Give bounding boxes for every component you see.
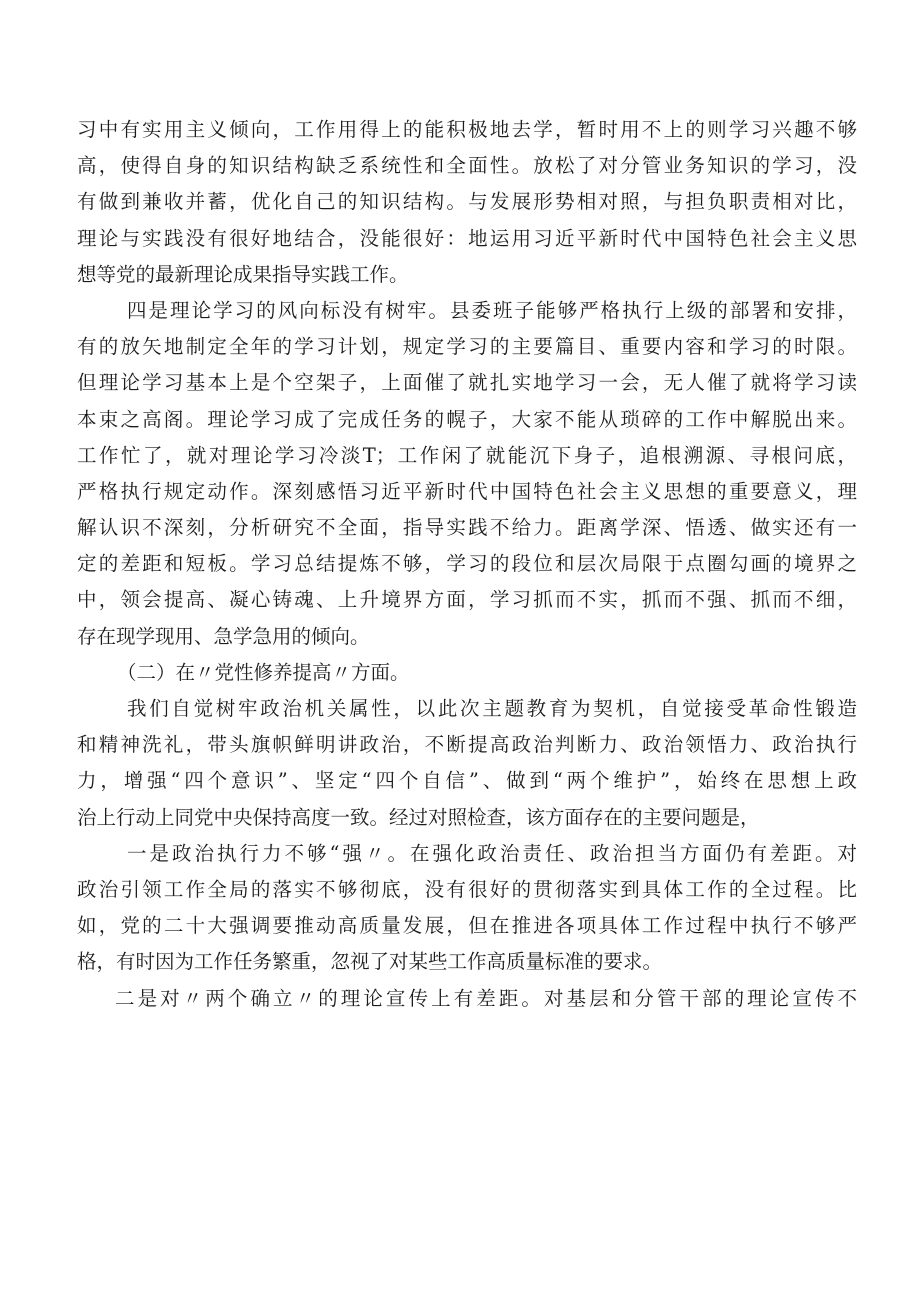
text-line: 中，领会提高、凝心铸魂、上升境界方面，学习抓而不实，抓而不强、抓而不细， bbox=[77, 588, 857, 612]
text-line: 治上行动上同党中央保持高度一致。经过对照检查，该方面存在的主要问题是， bbox=[77, 805, 760, 829]
text-line: 严格执行规定动作。深刻感悟习近平新时代中国特色社会主义思想的重要意义，理 bbox=[77, 479, 857, 503]
paragraph bbox=[77, 836, 857, 981]
text-line: 但理论学习基本上是个空架子，上面催了就扎实地学习一会，无人催了就将学习读 bbox=[77, 371, 857, 395]
text-line: 政治引领工作全局的落实不够彻底，没有很好的贯彻落实到具体工作的全过程。比 bbox=[77, 877, 857, 901]
paragraph bbox=[77, 112, 857, 293]
text-line: 有的放矢地制定全年的学习计划，规定学习的主要篇目、重要内容和学习的时限。 bbox=[77, 335, 857, 359]
text-line: 本束之高阁。理论学习成了完成任务的幌子，大家不能从琐碎的工作中解脱出来。 bbox=[77, 407, 857, 431]
text-line: 理论与实践没有很好地结合，没能很好：地运用习近平新时代中国特色社会主义思 bbox=[77, 226, 857, 250]
paragraph bbox=[77, 981, 857, 1017]
text-line: 定的差距和短板。学习总结提炼不够，学习的段位和层次局限于点圈勾画的境界之 bbox=[77, 552, 857, 576]
text-line: 四是理论学习的风向标没有树牢。县委班子能够严格执行上级的部署和安排， bbox=[127, 298, 857, 322]
text-line: 一是政治执行力不够“强〃。在强化政治责任、政治担当方面仍有差距。对 bbox=[127, 841, 857, 865]
text-line: （二）在〃党性修养提高〃方面。 bbox=[117, 660, 410, 684]
text-line: 格，有时因为工作任务繁重，忽视了对某些工作高质量标准的要求。 bbox=[77, 950, 663, 974]
document-body bbox=[77, 112, 857, 1017]
paragraph bbox=[77, 293, 857, 655]
text-line: 如，党的二十大强调要推动高质量发展，但在推进各项具体工作过程中执行不够严 bbox=[77, 914, 857, 938]
text-line: 高，使得自身的知识结构缺乏系统性和全面性。放松了对分管业务知识的学习，没 bbox=[77, 154, 857, 178]
text-line: 力，增强“四个意识”、坚定“四个自信”、做到“两个维护”，始终在思想上政 bbox=[77, 769, 857, 793]
text-line: 和精神洗礼，带头旗帜鲜明讲政治，不断提高政治判断力、政治领悟力、政治执行 bbox=[77, 733, 857, 757]
text-line: 工作忙了，就对理论学习冷淡T；工作闲了就能沉下身子，追根溯源、寻根问底， bbox=[77, 443, 857, 467]
text-line: 我们自觉树牢政治机关属性，以此次主题教育为契机，自觉接受革命性锻造 bbox=[127, 697, 857, 720]
text-line: 存在现学现用、急学急用的倾向。 bbox=[77, 624, 370, 648]
text-line: 解认识不深刻，分析研究不全面，指导实践不给力。距离学深、悟透、做实还有一 bbox=[77, 516, 857, 540]
text-line: 想等党的最新理论成果指导实践工作。 bbox=[77, 262, 409, 286]
section-heading bbox=[77, 655, 857, 691]
text-line: 习中有实用主义倾向，工作用得上的能积极地去学，暂时用不上的则学习兴趣不够 bbox=[77, 118, 857, 141]
paragraph bbox=[77, 691, 857, 836]
text-line: 有做到兼收并蓄，优化自己的知识结构。与发展形势相对照，与担负职责相对比， bbox=[77, 190, 857, 214]
text-line: 二是对〃两个确立〃的理论宣传上有差距。对基层和分管干部的理论宣传不 bbox=[115, 986, 857, 1010]
